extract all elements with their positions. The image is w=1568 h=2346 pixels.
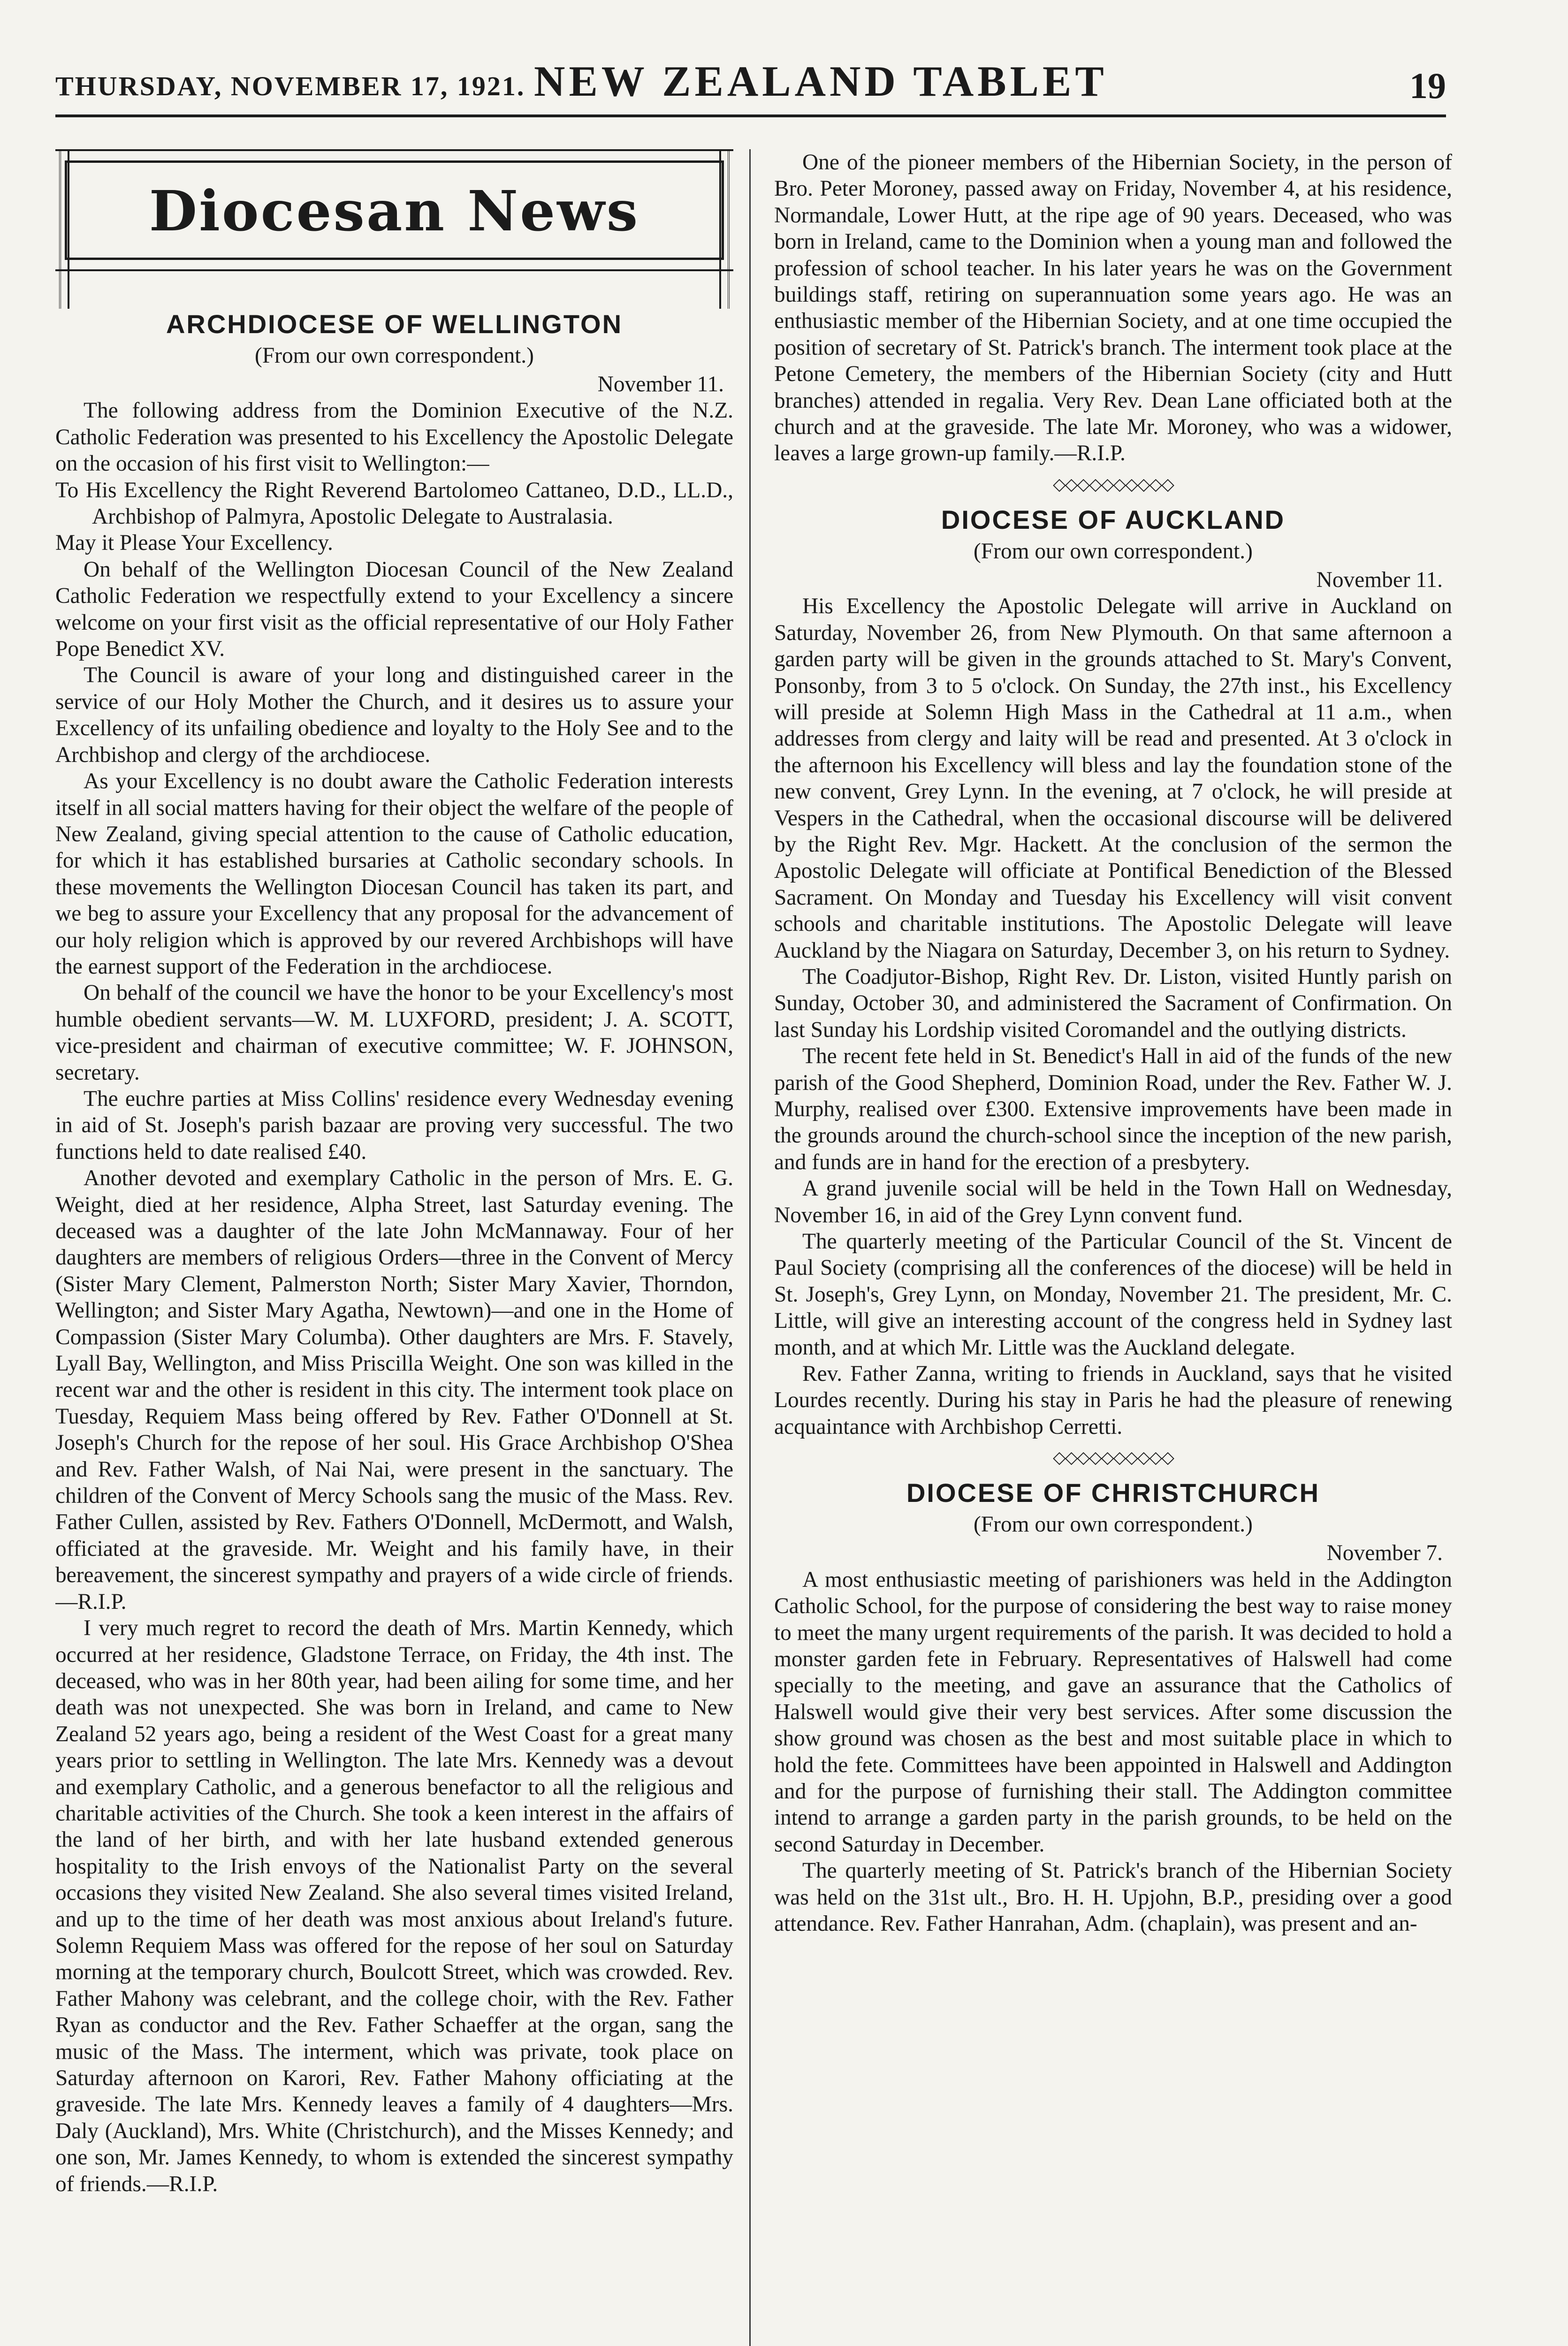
paragraph: The quarterly meeting of the Particular Council of the St. Vincent de Paul Society (comprising all the conferences of the diocese) will be held in St. Joseph's, Grey Lynn, on Monday, November 21. The president, Mr. C. Little, will give an interesting account of the congress held in Sydney last month, and at which Mr. Little was the Auckland delegate. — [774, 1229, 1452, 1360]
dateline: November 11. — [597, 372, 724, 396]
paragraph: The euchre parties at Miss Collins' residence every Wednesday evening in aid of St. Joseph's parish bazaar are proving very successful. The two functions held to date realised £40. — [55, 1086, 733, 1164]
page-number: 19 — [1409, 65, 1446, 106]
paragraph: On behalf of the Wellington Diocesan Council of the New Zealand Catholic Federation we respectfully extend to your Excellency a sincere welcome on your first visit as the official representative of our Holy Father Pope Benedict XV. — [55, 557, 733, 662]
header-rule — [55, 114, 1446, 117]
column-left — [55, 149, 733, 2346]
paragraph: Rev. Father Zanna, writing to friends in Auckland, says that he visited Lourdes recently. During his stay in Paris he had the pleasure of renewing acquaintance with Archbishop Cerretti. — [774, 1362, 1452, 1439]
paragraph: I very much regret to record the death of Mrs. Martin Kennedy, which occurred at her residence, Gladstone Terrace, on Friday, the 4th inst. The deceased, who was in her 80th year, had been ailing for some time, and her death was not unexpected. She was born in Ireland, and came to New Zealand 52 years ago, being a resident of the West Coast for a great many years prior to settling in Wellington. The late Mrs. Kennedy was a devout and exemplary Catholic, and a generous benefactor to all the religious and charitable activities of the Church. She took a keen interest in the affairs of the land of her birth, and with her late husband extended generous hospitality to the Irish envoys of the Nationalist Party on the several occasions they visited New Zealand. She also several times visited Ireland, and up to the time of her death was most anxious about Ireland's future. Solemn Requiem Mass was offered for the repose of her soul on Saturday morning at the temporary church, Boulcott Street, which was crowded. Rev. Father Mahony was celebrant, and the college choir, with the Rev. Father Ryan as conductor and the Rev. Father Schaeffer at the organ, sang the music of the Mass. The interment, which was private, took place on Saturday afternoon on Karori, Rev. Father Mahony officiating at the graveside. The late Mrs. Kennedy leaves a family of 4 daughters—Mrs. Daly (Auckland), Mrs. White (Christchurch), and the Misses Kennedy; and one son, Mr. James Kennedy, to whom is extended the sincerest sympathy of friends.—R.I.P. — [55, 1616, 733, 2196]
paragraph: To His Excellency the Right Reverend Bartolomeo Cattaneo, D.D., LL.D., Archbishop of Palmyra, Apostolic Delegate to Australasia. — [55, 478, 733, 529]
paragraph: A most enthusiastic meeting of parishioners was held in the Addington Catholic School, for the purpose of considering the best way to raise money to meet the many urgent requirements of the parish. It was decided to hold a monster garden fete in February. Representatives of Halswell had come specially to the meeting, and gave an assurance that the Catholics of Halswell would give their very best services. After some discussion the show ground was chosen as the best and most suitable place in which to hold the fete. Committees have been appointed in Halswell and Addington and for the purpose of furnishing their stall. The Addington committee intend to arrange a garden party in the parish grounds, to be held on the second Saturday in December. — [774, 1567, 1452, 1857]
paragraph: A grand juvenile social will be held in the Town Hall on Wednesday, November 16, in aid of the Grey Lynn convent fund. — [774, 1176, 1452, 1227]
correspondent-line: (From our own correspondent.) — [255, 343, 534, 368]
paragraph: On behalf of the council we have the honor to be your Excellency's most humble obedient servants—W. M. LUXFORD, president; J. A. SCOTT, vice-president and chairman of executive committee; W. F. JOHNSON, secretary. — [55, 981, 733, 1085]
section-ornament: ◇◇◇◇◇◇◇◇◇◇ — [1053, 474, 1173, 494]
paragraph: May it Please Your Excellency. — [55, 531, 333, 556]
dateline: November 7. — [1326, 1541, 1443, 1566]
column-right — [774, 149, 1452, 2346]
issue-date: THURSDAY, NOVEMBER 17, 1921. — [55, 71, 525, 101]
section-title-christchurch: DIOCESE OF CHRISTCHURCH — [906, 1478, 1320, 1508]
section-ornament: ◇◇◇◇◇◇◇◇◇◇ — [1053, 1448, 1173, 1467]
paragraph: The recent fete held in St. Benedict's Hall in aid of the funds of the new parish of the Good Shepherd, Dominion Road, under the Rev. Father W. J. Murphy, realised over £300. Extensive improvements have been made in the grounds around the church-school since the inception of the new parish, and funds are in hand for the erection of a presbytery. — [774, 1044, 1452, 1174]
section-title-wellington: ARCHDIOCESE OF WELLINGTON — [166, 309, 623, 339]
diocesan-news-masthead — [55, 149, 733, 290]
paragraph: One of the pioneer members of the Hibernian Society, in the person of Bro. Peter Moroney, passed away on Friday, November 4, at his residence, Normandale, Lower Hutt, at the ripe age of 90 years. Deceased, who was born in Ireland, came to the Dominion when a young man and followed the profession of school teacher. In his later years he was on the Government buildings staff, retiring on superannuation some years ago. He was an enthusiastic member of the Hibernian Society, and at one time occupied the position of secretary of St. Patrick's branch. The interment took place at the Petone Cemetery, the members of the Hibernian Society (city and Hutt branches) attended in regalia. Very Rev. Dean Lane officiated both at the church and at the graveside. The late Mr. Moroney, who was a widower, leaves a large grown-up family.—R.I.P. — [774, 150, 1452, 466]
correspondent-line: (From our own correspondent.) — [974, 1512, 1253, 1537]
newspaper-title: NEW ZEALAND TABLET — [534, 57, 1108, 105]
dateline: November 11. — [1316, 567, 1443, 592]
paragraph: As your Excellency is no doubt aware the Catholic Federation interests itself in all social matters having for their object the welfare of the people of New Zealand, giving special attention to the cause of Catholic education, for which it has established bursaries at Catholic secondary schools. In these movements the Wellington Diocesan Council has taken its part, and we beg to assure your Excellency that any proposal for the advancement of our holy religion which is approved by our revered Archbishops will have the earnest support of the Federation in the archdiocese. — [55, 769, 733, 979]
correspondent-line: (From our own correspondent.) — [974, 539, 1253, 564]
paragraph: The quarterly meeting of St. Patrick's branch of the Hibernian Society was held on the 31st ult., Bro. H. H. Upjohn, B.P., presiding over a good attendance. Rev. Father Hanrahan, Adm. (chaplain), was present and an- — [774, 1859, 1452, 1936]
paragraph: The Council is aware of your long and distinguished career in the service of our Holy Mother the Church, and it desires us to assure your Excellency of its unfailing obedience and loyalty to the Holy See and to the Archbishop and clergy of the archdiocese. — [55, 663, 733, 767]
paragraph: The Coadjutor-Bishop, Right Rev. Dr. Liston, visited Huntly parish on Sunday, October 30, and administered the Sacrament of Confirmation. On last Sunday his Lordship visited Coromandel and the outlying districts. — [774, 964, 1452, 1042]
column-rule — [749, 149, 751, 2346]
paragraph: Another devoted and exemplary Catholic in the person of Mrs. E. G. Weight, died at her residence, Alpha Street, last Saturday evening. The deceased was a daughter of the late John McMannaway. Four of her daughters are members of religious Orders—three in the Convent of Mercy (Sister Mary Clement, Palmerston North; Sister Mary Xavier, Thorndon, Wellington; and Sister Mary Agatha, Newtown)—and one in the Home of Compassion (Sister Mary Columba). Other daughters are Mrs. F. Stavely, Lyall Bay, Wellington, and Miss Priscilla Weight. One son was killed in the recent war and the other is resident in this city. The interment took place on Tuesday, Requiem Mass being offered by Rev. Father O'Donnell at St. Joseph's Church for the repose of her soul. His Grace Archbishop O'Shea and Rev. Father Walsh, of Nai Nai, were present in the sanctuary. The children of the Convent of Mercy Schools sang the music of the Mass. Rev. Father Cullen, assisted by Rev. Fathers O'Donnell, McDermott, and Walsh, officiated at the graveside. Mr. Weight and his family have, in their bereavement, the sincerest sympathy and prayers of a wide circle of friends.—R.I.P. — [55, 1166, 733, 1614]
masthead-title: Diocesan News — [149, 178, 640, 244]
section-title-auckland: DIOCESE OF AUCKLAND — [941, 504, 1286, 534]
paragraph: The following address from the Dominion Executive of the N.Z. Catholic Federation was presented to his Excellency the Apostolic Delegate on the occasion of his first visit to Wellington:— — [55, 398, 733, 476]
paragraph: His Excellency the Apostolic Delegate will arrive in Auckland on Saturday, November 26, from New Plymouth. On that same afternoon a garden party will be given in the grounds attached to St. Mary's Convent, Ponsonby, from 3 to 5 o'clock. On Sunday, the 27th inst., his Excellency will preside at Solemn High Mass in the Cathedral at 11 a.m., when addresses from clergy and laity will be read and presented. At 3 o'clock in the afternoon his Excellency will bless and lay the foundation stone of the new convent, Grey Lynn. In the evening, at 7 o'clock, he will preside at Vespers in the Cathedral, when the occasional discourse will be delivered by the Right Rev. Mgr. Hackett. At the conclusion of the sermon the Apostolic Delegate will officiate at Pontifical Benediction of the Blessed Sacrament. On Monday and Tuesday his Excellency will visit convent schools and charitable institutions. The Apostolic Delegate will leave Auckland by the Niagara on Saturday, December 3, on his return to Sydney. — [774, 594, 1452, 963]
running-head — [55, 56, 1446, 113]
